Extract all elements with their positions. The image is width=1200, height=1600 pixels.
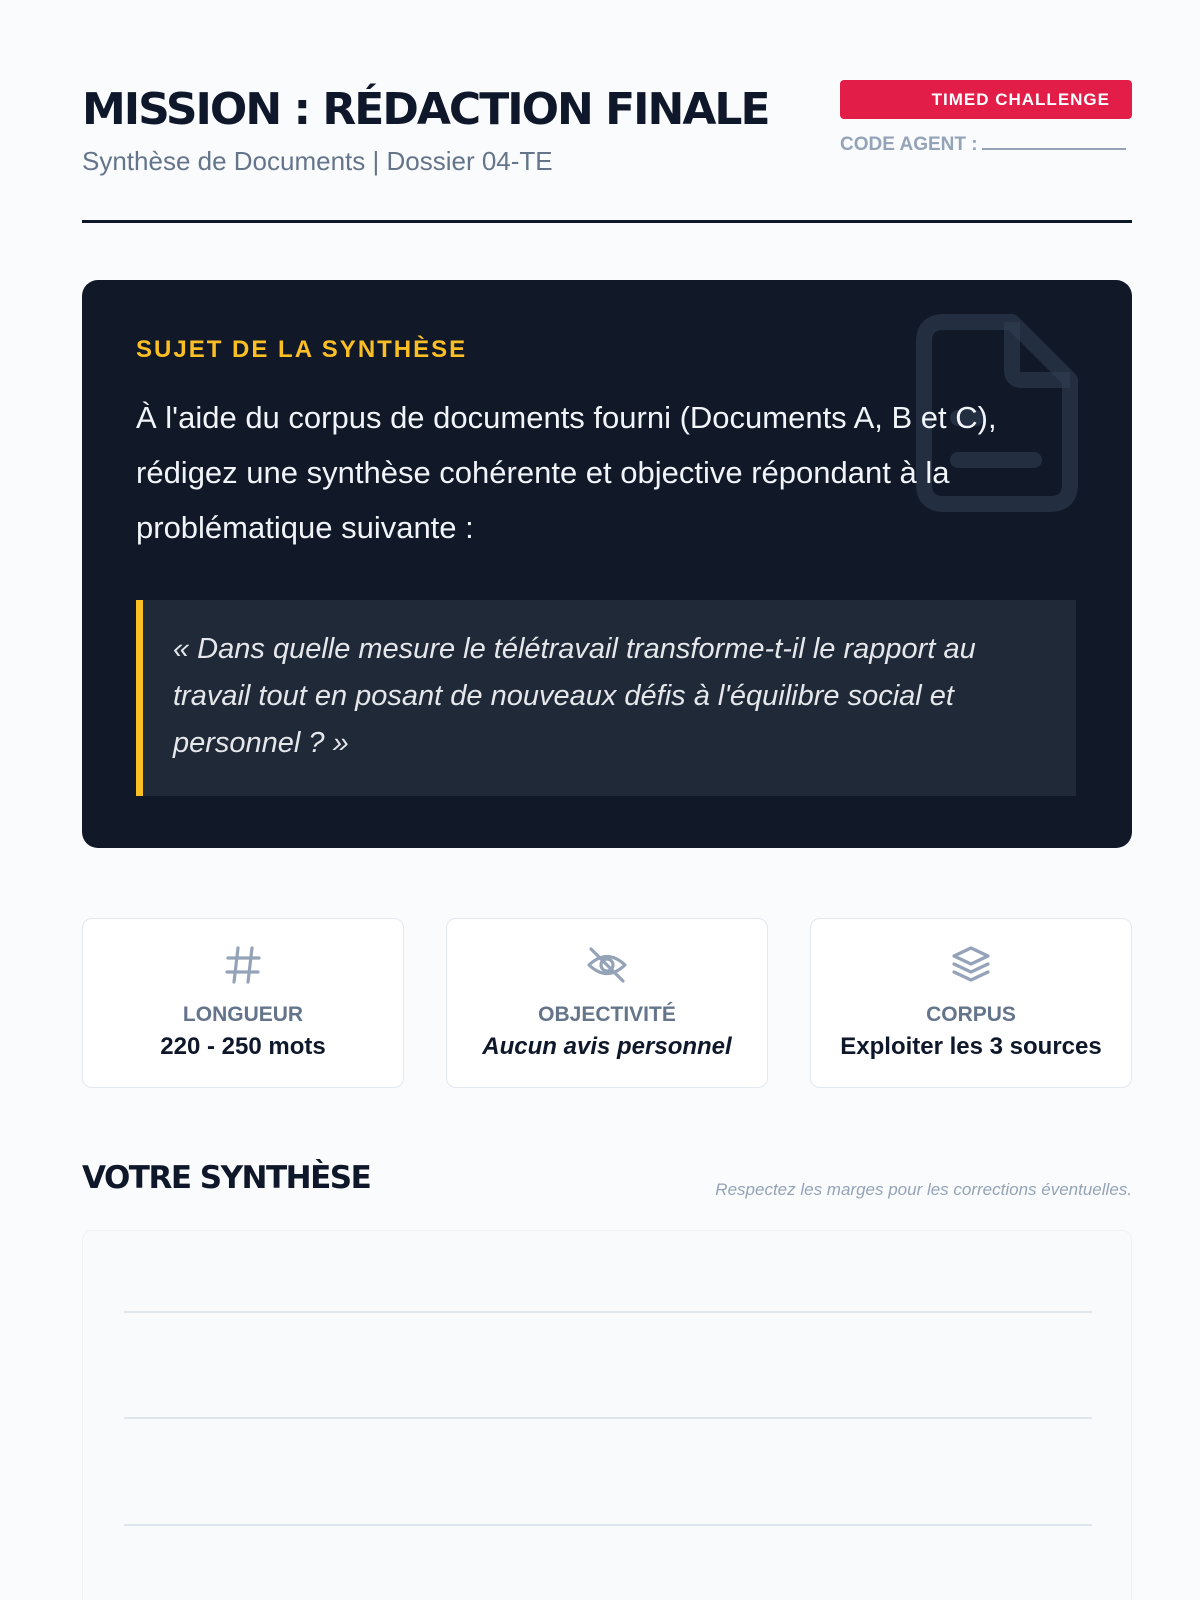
constraint-label: LONGUEUR: [182, 1003, 304, 1026]
constraint-card-corpus: [810, 918, 1132, 1088]
agent-code-field[interactable]: [840, 134, 1132, 156]
margin-note: Respectez les marges pour les corrections éventuelles.: [715, 1180, 1132, 1199]
constraint-value: Exploiter les 3 sources: [840, 1033, 1102, 1060]
answer-writing-area[interactable]: [82, 1230, 1132, 1600]
constraint-card-length: [82, 918, 404, 1088]
subject-instructions: À l'aide du corpus de documents fourni (Documents A, B et C), rédigez une synthèse cohérente et objective répondant à la problématique suivante :: [136, 400, 997, 545]
constraint-cards: [82, 918, 1132, 1088]
constraint-value: Aucun avis personnel: [482, 1033, 732, 1060]
constraint-label: OBJECTIVITÉ: [538, 1003, 676, 1026]
page-subtitle: Synthèse de Documents | Dossier 04-TE: [82, 146, 553, 176]
constraint-label: CORPUS: [926, 1003, 1016, 1026]
eye-off-icon: [447, 945, 767, 993]
constraint-card-objectivity: [446, 918, 768, 1088]
answer-section-title: VOTRE SYNTHÈSE: [82, 1160, 371, 1196]
subject-label: SUJET DE LA SYNTHÈSE: [136, 336, 468, 363]
subject-panel: [82, 280, 1132, 848]
constraint-value: 220 - 250 mots: [160, 1033, 326, 1060]
page-title: MISSION : RÉDACTION FINALE: [82, 84, 769, 135]
hash-icon: [83, 945, 403, 993]
agent-code-label: CODE AGENT :: [840, 134, 978, 155]
timed-challenge-badge: TIMED CHALLENGE: [840, 80, 1132, 119]
writing-line: [124, 1417, 1092, 1419]
writing-line: [124, 1524, 1092, 1526]
agent-code-blank[interactable]: [982, 136, 1126, 150]
writing-line: [124, 1311, 1092, 1313]
problem-statement-text: « Dans quelle mesure le télétravail transforme-t-il le rapport au travail tout en posant de nouveaux défis à l'équilibre social et personnel ? »: [173, 633, 976, 759]
problem-statement-quote: [136, 600, 1076, 796]
header-divider: [82, 220, 1132, 223]
layers-icon: [811, 945, 1131, 993]
page-header: [82, 80, 1132, 225]
